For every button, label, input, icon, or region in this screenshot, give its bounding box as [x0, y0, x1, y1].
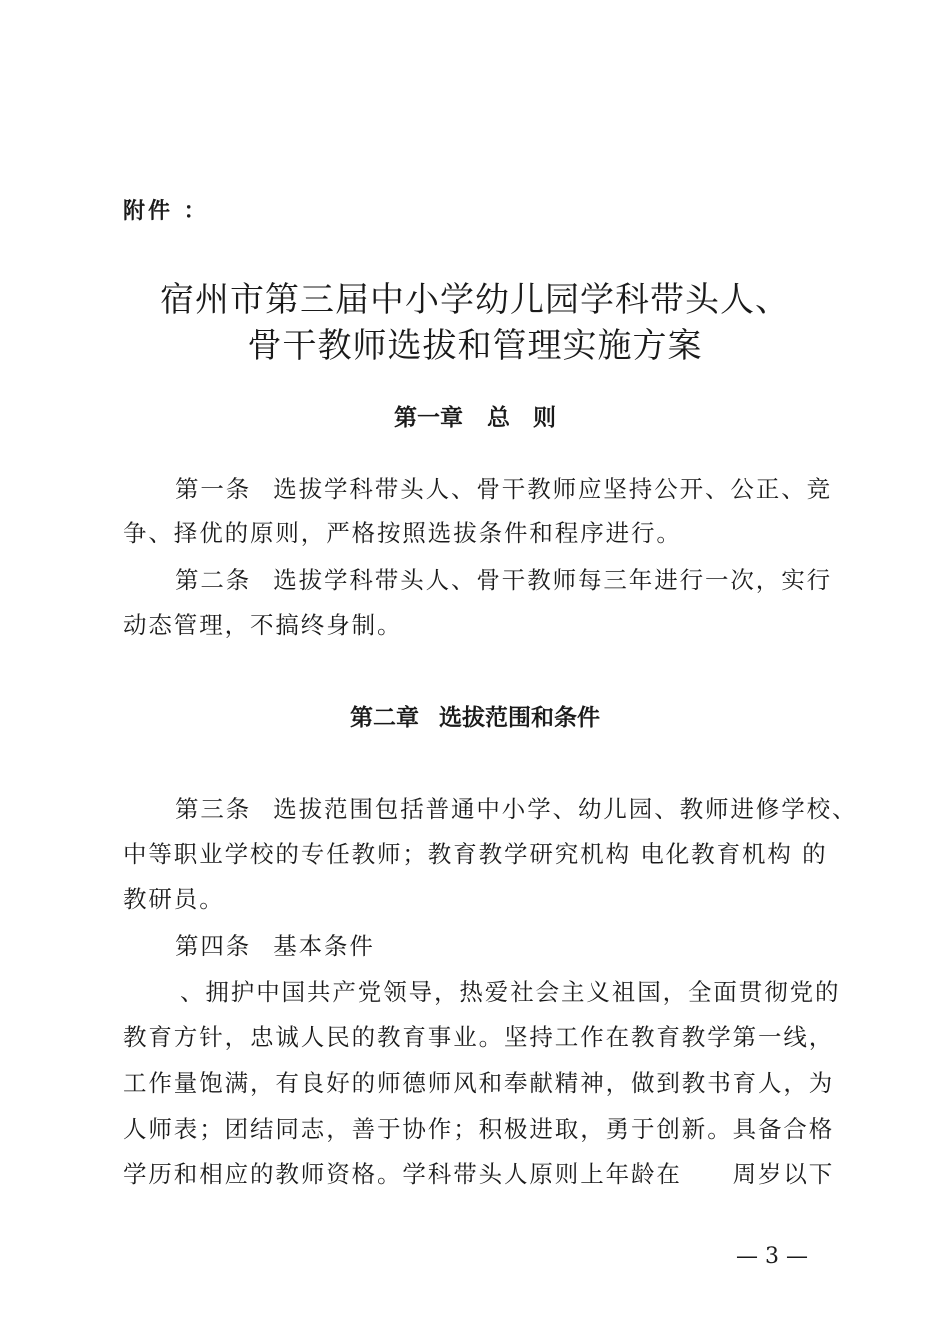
document-title-line2: 骨干教师选拔和管理实施方案	[247, 326, 703, 366]
chapter-2-label: 第二章	[350, 705, 419, 731]
article-3-line3: 教研员。	[123, 885, 225, 913]
article-2-label: 第二条	[175, 566, 252, 594]
article-4-para-line4: 人师表；团结同志，善于协作；积极进取，勇于创新。具备合格	[123, 1115, 835, 1143]
article-2-line2: 动态管理，不搞终身制。	[123, 611, 403, 639]
article-1-label: 第一条	[175, 475, 252, 503]
article-3-label: 第三条	[175, 795, 252, 823]
chapter-1-name: 总 则	[487, 405, 556, 431]
chapter-2-name: 选拔范围和条件	[439, 705, 600, 731]
article-3-line2: 中等职业学校的专任教师；教育教学研究机构 电化教育机构 的	[123, 840, 828, 868]
attachment-label: 附件 ：	[123, 199, 209, 224]
article-4-para-line1: 、拥护中国共产党领导，热爱社会主义祖国，全面贯彻党的	[180, 978, 841, 1006]
article-1-text: 选拔学科带头人、骨干教师应坚持公开、公正、竞	[273, 475, 833, 503]
article-1-line2: 争、择优的原则，严格按照选拔条件和程序进行。	[123, 519, 682, 547]
document-title-line1: 宿州市第三届中小学幼儿园学科带头人、	[160, 280, 790, 320]
chapter-1-heading	[0, 399, 950, 432]
chapter-1-label: 第一章	[394, 405, 463, 431]
article-2-line1	[175, 561, 832, 595]
article-4-title: 基本条件	[273, 932, 375, 960]
article-4-para-line2: 教育方针，忠诚人民的教育事业。坚持工作在教育教学第一线，	[123, 1023, 835, 1051]
article-4-para-line3: 工作量饱满，有良好的师德师风和奉献精神，做到教书育人，为	[123, 1069, 835, 1097]
article-4-label: 第四条	[175, 932, 252, 960]
article-2-text: 选拔学科带头人、骨干教师每三年进行一次，实行	[273, 566, 833, 594]
article-3-line1	[175, 790, 857, 824]
page-number: — 3 —	[736, 1244, 808, 1269]
chapter-2-heading	[0, 699, 950, 732]
article-4-para-line5: 学历和相应的教师资格。学科带头人原则上年龄在 周岁以下	[123, 1160, 835, 1188]
article-1-line1	[175, 470, 832, 504]
article-4-heading	[175, 927, 375, 961]
article-3-text: 选拔范围包括普通中小学、幼儿园、教师进修学校、	[273, 795, 858, 823]
